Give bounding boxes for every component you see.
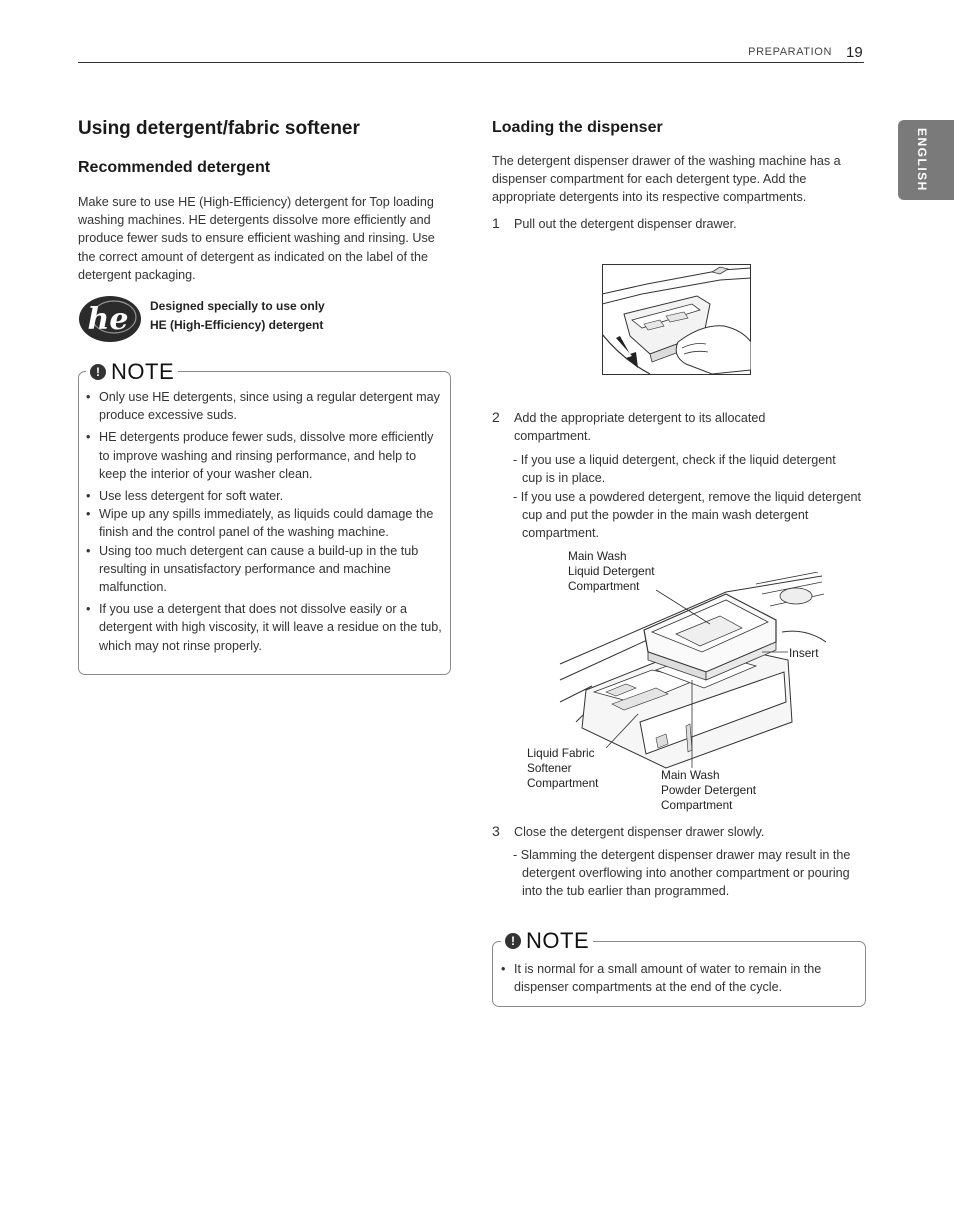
language-tab <box>898 120 954 200</box>
step-1-number: 1 <box>492 215 500 231</box>
he-logo-text: he <box>87 302 129 337</box>
drawer-pull-illustration <box>602 264 751 375</box>
page-title: Using detergent/fabric softener <box>78 118 360 139</box>
page-number: 19 <box>846 44 863 61</box>
step-1 <box>492 215 864 233</box>
he-logo-icon <box>78 295 142 343</box>
step-3 <box>492 823 864 841</box>
note-list-left <box>86 388 442 659</box>
note-word: NOTE <box>526 928 590 953</box>
he-caption <box>150 297 325 335</box>
label-main-wash-liquid <box>568 549 655 594</box>
note-item: • HE detergents produce fewer suds, dissolve more efficiently to improve washing and rinsing performance, and help to keep the interior of your washer clean. <box>86 428 442 483</box>
step-2-liquid-note: - If you use a liquid detergent, check if the liquid detergent cup is in place. <box>513 453 836 486</box>
language-tab-label: ENGLISH <box>915 128 929 192</box>
note-item: • Using too much detergent can cause a build-up in the tub resulting in unsatisfactory performance and machine malfunction. <box>86 542 442 597</box>
step-2-powder-note: - If you use a powdered detergent, remove the liquid detergent cup and put the powder in the main wash detergent compartment. <box>513 490 861 541</box>
step-2-text: Add the appropriate detergent to its allocated compartment. <box>514 411 766 444</box>
label-main-wash-liquid-text: Main Wash Liquid Detergent Compartment <box>568 549 655 593</box>
he-caption-line1: Designed specially to use only <box>150 299 325 313</box>
label-liquid-fabric-softener-text: Liquid Fabric Softener Compartment <box>527 746 599 790</box>
note-title-right <box>501 928 593 954</box>
header-divider <box>78 62 864 63</box>
label-main-wash-powder <box>661 768 756 813</box>
label-liquid-fabric-softener <box>527 746 598 791</box>
step-3-text: Close the detergent dispenser drawer slowly. <box>514 825 765 839</box>
recommended-detergent-heading: Recommended detergent <box>78 159 271 176</box>
recommended-detergent-paragraph: Make sure to use HE (High-Efficiency) detergent for Top loading washing machines. HE detergents dissolve more efficiently and produce fewer suds to ensure efficient washing and rinsing. Use the correct amount of detergent as indicated on the label of the detergent packaging. <box>78 195 435 282</box>
note-item: • It is normal for a small amount of water to remain in the dispenser compartments at the end of the cycle. <box>501 960 846 996</box>
step-1-text: Pull out the detergent dispenser drawer. <box>514 217 737 231</box>
label-main-wash-powder-text: Main Wash Powder Detergent Compartment <box>661 768 757 812</box>
loading-dispenser-heading: Loading the dispenser <box>492 119 663 136</box>
note-title-left <box>86 359 178 385</box>
exclamation-icon: ! <box>505 933 521 949</box>
note-item: • Wipe up any spills immediately, as liquids could damage the finish and the control panel of the washing machine. <box>86 505 442 541</box>
step-3-number: 3 <box>492 823 500 839</box>
section-label: PREPARATION <box>748 46 832 58</box>
step-2-number: 2 <box>492 409 500 425</box>
label-insert: Insert <box>789 646 819 660</box>
note-list-right <box>501 960 846 1000</box>
note-word: NOTE <box>111 359 175 384</box>
note-item: • Only use HE detergents, since using a regular detergent may produce excessive suds. <box>86 388 442 424</box>
he-caption-line2: HE (High-Efficiency) detergent <box>150 318 324 332</box>
note-item: • If you use a detergent that does not dissolve easily or a detergent with high viscosity, it will leave a residue on the tub, which may not rinse properly. <box>86 600 442 655</box>
step-2 <box>492 409 864 445</box>
exclamation-icon: ! <box>90 364 106 380</box>
note-item: • Use less detergent for soft water. <box>86 487 442 505</box>
step-3-note: - Slamming the detergent dispenser drawer may result in the detergent overflowing into another compartment or pouring into the tub earlier than programmed. <box>513 848 851 899</box>
dispenser-compartments-illustration <box>556 572 826 772</box>
loading-dispenser-intro: The detergent dispenser drawer of the washing machine has a dispenser compartment for each detergent type. Add the appropriate detergents into its respective compartments. <box>492 154 841 205</box>
